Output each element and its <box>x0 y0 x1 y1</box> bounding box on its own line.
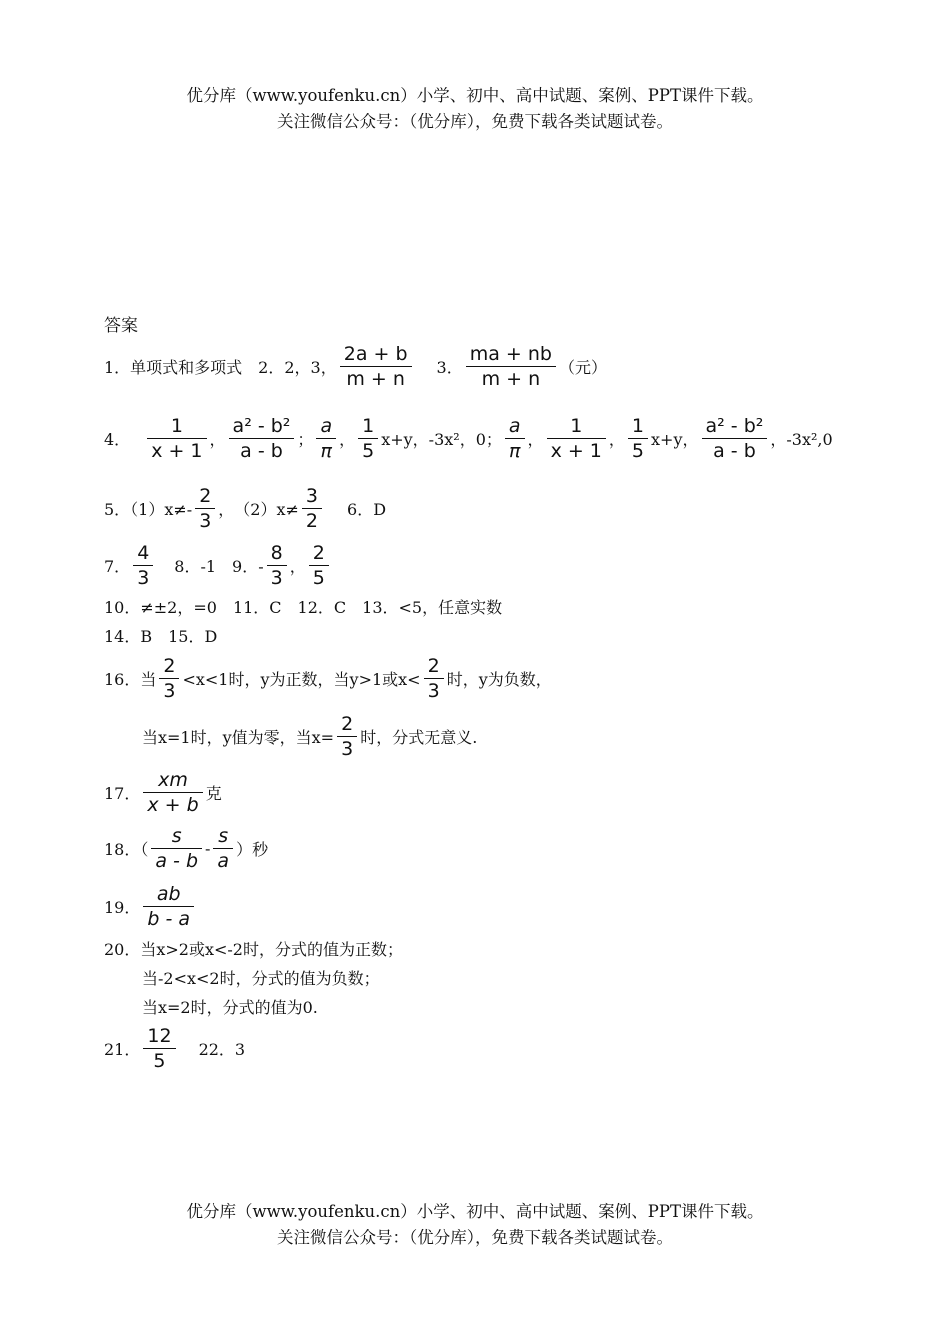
answers-title: 答案 <box>104 315 138 336</box>
fraction: 2 3 <box>159 654 179 703</box>
fraction: 1 x + 1 <box>547 414 606 463</box>
header-line-2: 关注微信公众号：（优分库），免费下载各类试题试卷。 <box>277 112 673 131</box>
fraction: a² - b² a - b <box>229 414 295 463</box>
answer-line-4: 4． 1 x + 1 ， a² - b² a - b ； a π ， 1 5 x+y，-3x²，0； a π ， 1 x + 1 ， 1 5 x+y， a² - b² a - b ，-3x²,0 <box>104 414 833 462</box>
fraction: 1 x + 1 <box>147 414 206 463</box>
answer-line-7-9: 7． 4 3 8．-1 9．- 8 3 ， 2 5 <box>104 535 332 595</box>
answer-line-20c: 当x=2时，分式的值为0. <box>142 997 318 1017</box>
fraction: 1 5 <box>628 414 648 463</box>
answer-line-20b: 当-2<x<2时，分式的值为负数； <box>142 968 380 988</box>
fraction: 2 3 <box>337 712 357 761</box>
fraction: ma + nb m + n <box>466 342 556 391</box>
fraction: 1 5 <box>358 414 378 463</box>
fraction: 12 5 <box>143 1024 175 1073</box>
fraction: s a - b <box>151 824 202 873</box>
fraction: a π <box>316 414 336 463</box>
answer-line-14-15: 14．B 15．D <box>104 626 218 646</box>
fraction: s a <box>213 824 233 873</box>
page-header <box>0 83 950 135</box>
fraction: ab b - a <box>143 882 194 931</box>
fraction: 2a + b m + n <box>340 342 412 391</box>
answer-line-10-13: 10．≠±2，=0 11．C 12．C 13．<5，任意实数 <box>104 597 503 617</box>
answer-line-21-22: 21． 12 5 22．3 <box>104 1024 246 1072</box>
footer-line-1: 优分库（www.youfenku.cn）小学、初中、高中试题、案例、PPT课件下载。 <box>186 1202 764 1221</box>
fraction: 8 3 <box>267 541 287 590</box>
page-footer <box>0 1199 950 1251</box>
answer-line-17: 17． xm x + b 克 <box>104 768 222 816</box>
fraction: 4 3 <box>133 541 153 590</box>
answer-line-20a: 20．当x>2或x<-2时，分式的值为正数； <box>104 939 403 959</box>
fraction: 2 5 <box>309 541 329 590</box>
answer-line-16a: 16．当 2 3 <x<1时，y为正数，当y>1或x< 2 3 时，y为负数， <box>104 654 552 702</box>
fraction: 3 2 <box>302 484 322 533</box>
fraction: 2 3 <box>195 484 215 533</box>
fraction: 2 3 <box>424 654 444 703</box>
footer-line-2: 关注微信公众号：（优分库），免费下载各类试题试卷。 <box>277 1228 673 1247</box>
answer-line-5-6: 5．（1）x≠- 2 3 ， （2）x≠ 3 2 6．D <box>104 484 387 532</box>
fraction: a² - b² a - b <box>702 414 768 463</box>
answer-line-18: 18．（ s a - b - s a ）秒 <box>104 824 269 872</box>
answer-line-1-3: 1．单项式和多项式 2．2，3， 2a + b m + n 3． ma + nb m + n （元） <box>104 342 607 390</box>
answer-line-16b: 当x=1时，y值为零，当x= 2 3 时，分式无意义. <box>142 712 478 760</box>
fraction: xm x + b <box>143 768 202 817</box>
fraction: a π <box>505 414 525 463</box>
header-line-1: 优分库（www.youfenku.cn）小学、初中、高中试题、案例、PPT课件下载。 <box>186 86 764 105</box>
answer-line-19: 19． ab b - a <box>104 876 197 936</box>
